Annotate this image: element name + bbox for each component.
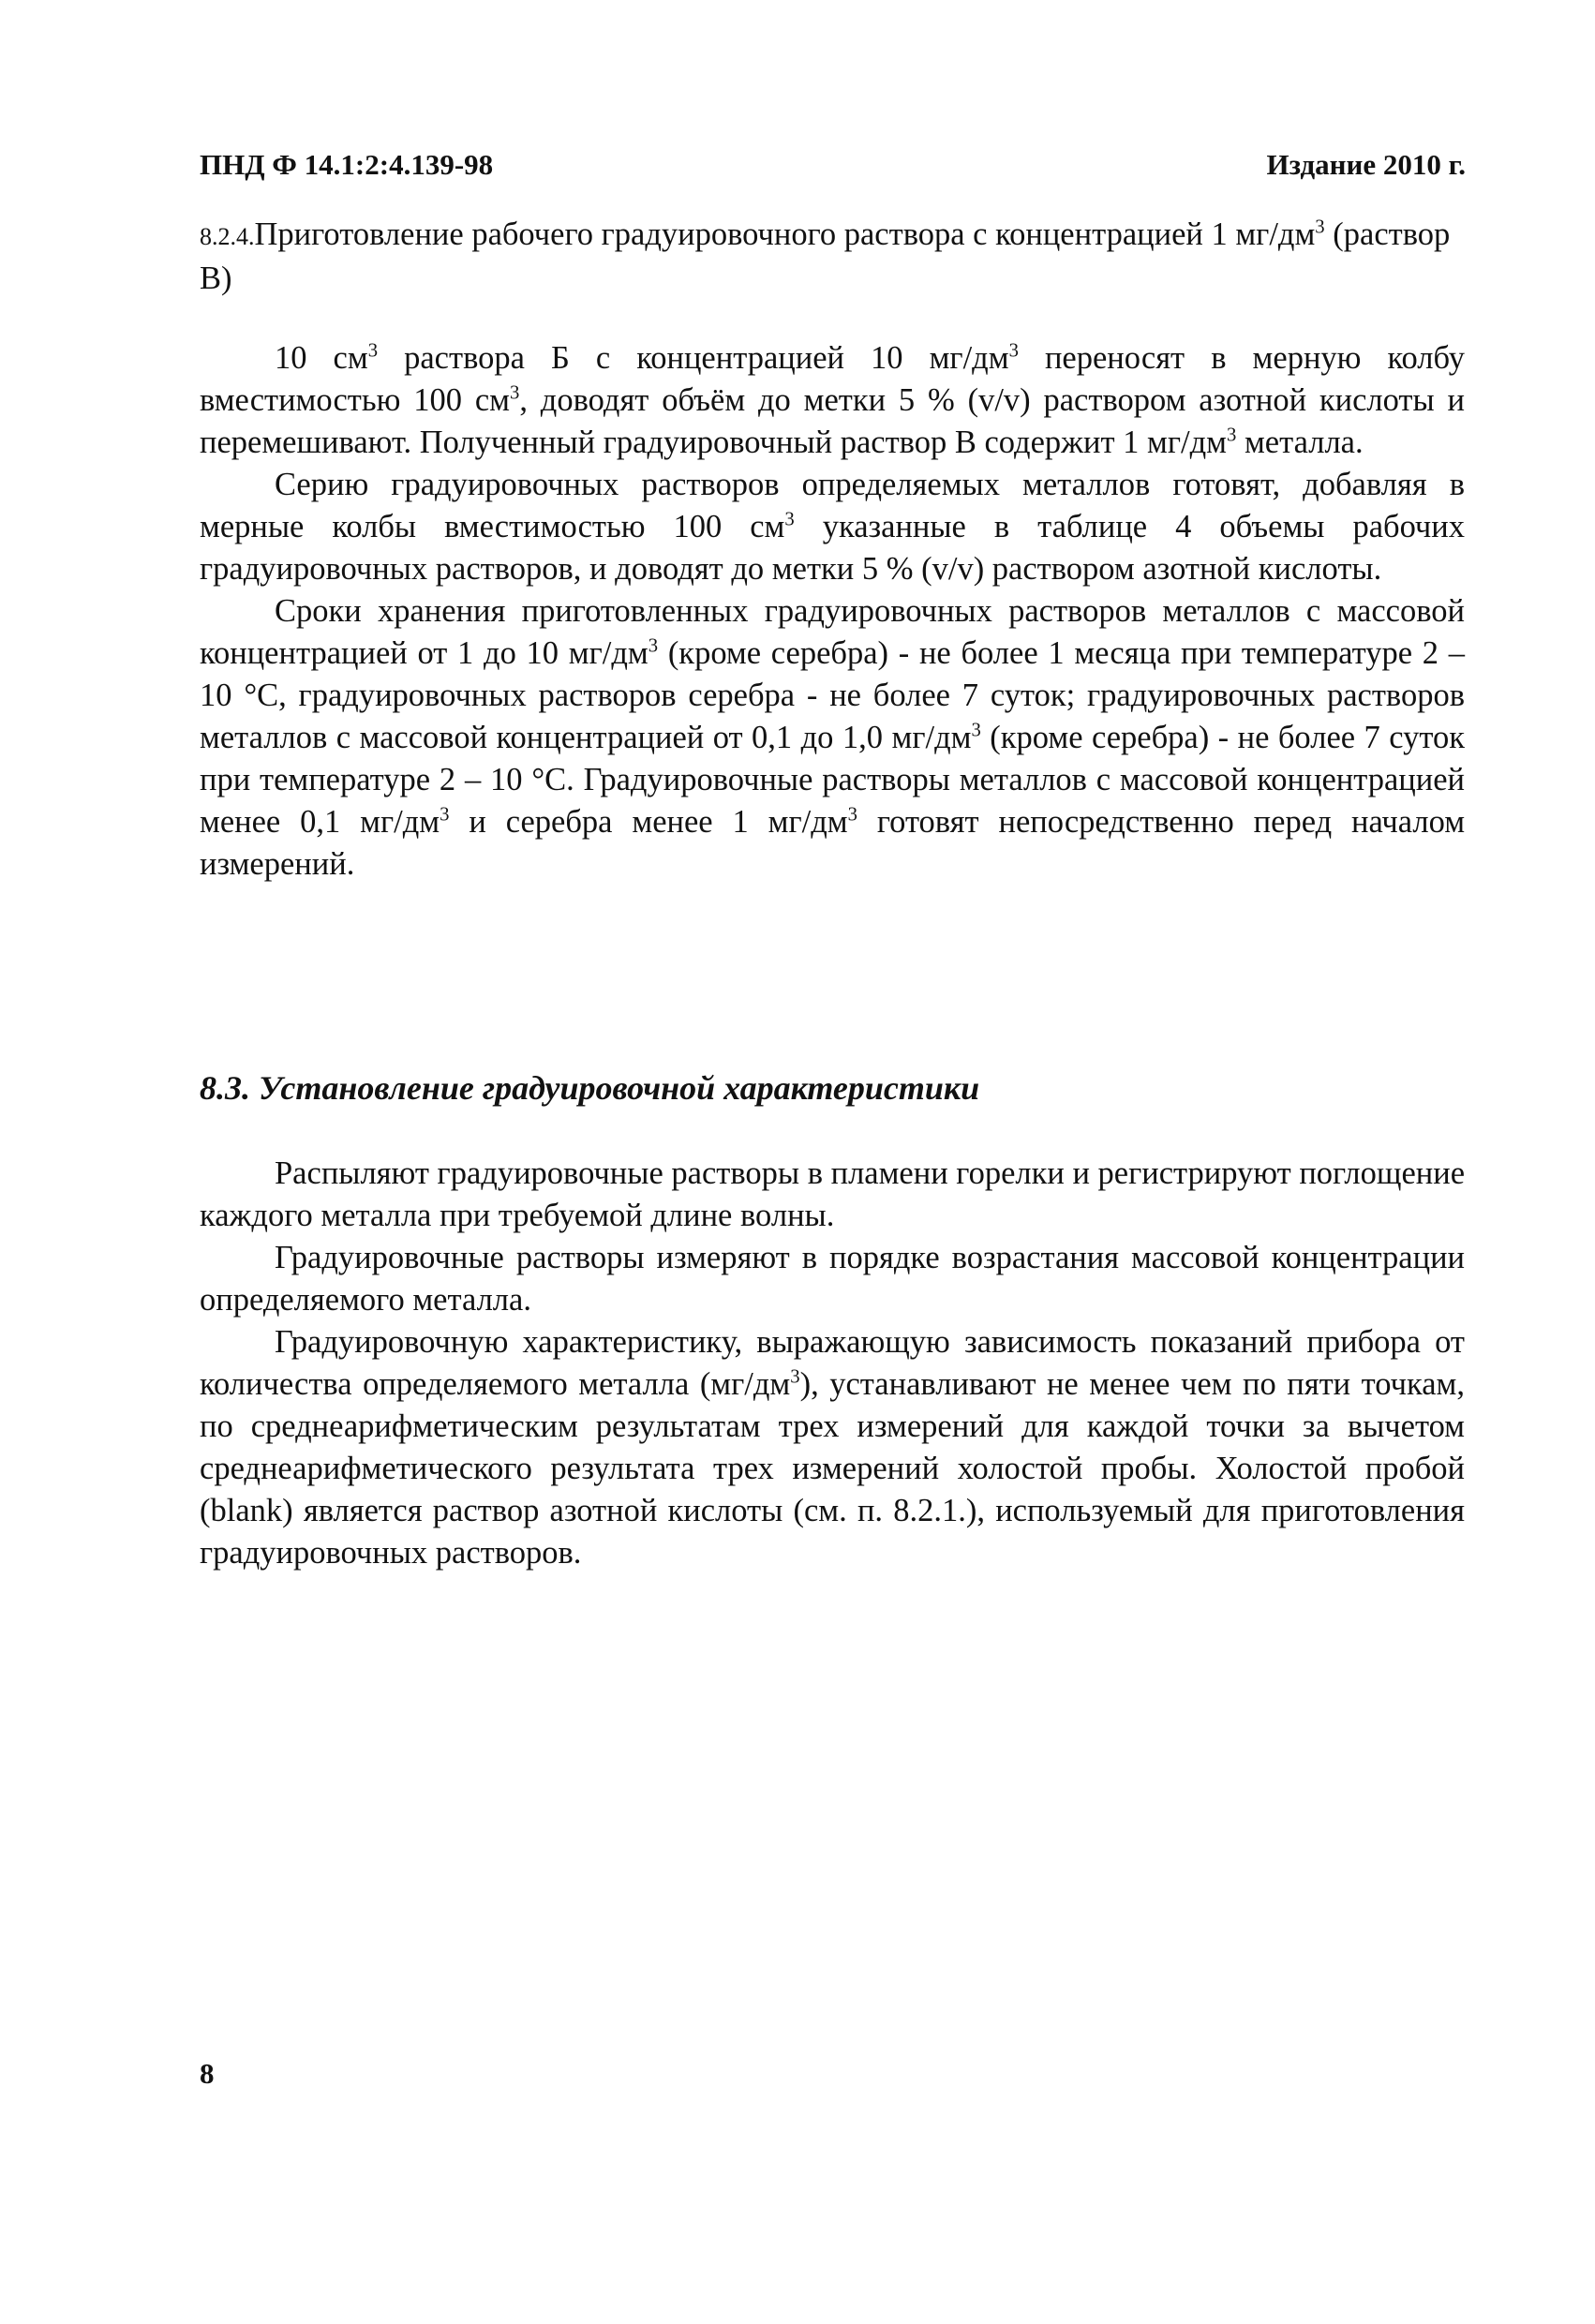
paragraph-measuring-order: Градуировочные растворы измеряют в порядке возрастания массовой концентрации определяемого металла. <box>200 1240 1465 1318</box>
paragraph-storage-terms: Сроки хранения приготовленных градуировочных растворов металлов с массовой концентрацией от 1 до 10 $мг/дм^3$ (кроме серебра) - не более 1 месяца при температуре 2 – 10 °С, градуировочных растворов серебра - не более 7 суток; градуировочных растворов металлов с массовой концентрацией от 0,1 до 1,0 $мг/дм^3$ (кроме серебра) - не более 7 суток при температуре 2 – 10 °С. Градуировочные растворы металлов с массовой концентрацией менее 0,1 $мг/дм^3$ и серебра менее 1 $мг/дм^3$ готовят непосредственно перед началом измерений. <box>200 593 1466 882</box>
page-number: 8 <box>200 2057 215 2090</box>
section-8-3 <box>200 1153 1465 1574</box>
paragraph-calibration-series: Серию градуировочных растворов определяемых металлов готовят, добавляя в мерные колбы вместимостью 100 $см^3$ указанные в таблице 4 объемы рабочих градуировочных растворов, и доводят до метки 5 % (v/v) раствором азотной кислоты. <box>200 467 1465 587</box>
section-number: 8.2.4. <box>200 223 255 250</box>
document-code: ПНД Ф 14.1:2:4.139-98 <box>200 148 494 181</box>
paragraph-solution-v: 10 $см^3$ раствора Б с концентрацией 10 $мг/дм^3$ переносят в мерную колбу вместимостью 100 $см^3$, доводят объём до метки 5 % (v/v) раствором азотной кислоты и перемешивают. Полученный градуировочный раствор В содержит 1 $мг/дм^3$ металла. <box>200 340 1466 460</box>
section-8-3-heading: 8.3. Установление градуировочной характеристики <box>200 1069 980 1107</box>
section-8-2-4 <box>200 214 1465 886</box>
section-8-2-4-title: 8.2.4.Приготовление рабочего градуировочного раствора с концентрацией 1 $мг/дм^3$ (раствор В) <box>200 216 1451 296</box>
paragraph-calibration-characteristic: Градуировочную характеристику, выражающую зависимость показаний прибора от количества определяемого металла $(мг/дм^3)$, устанавливают не менее чем по пяти точкам, по среднеарифметическим результатам трех измерений для каждой точки за вычетом среднеарифметического результата трех измерений холостой пробы. Холостой пробой (blank) является раствор азотной кислоты (см. п. 8.2.1.), используемый для приготовления градуировочных растворов. <box>200 1324 1466 1571</box>
edition-label: Издание 2010 г. <box>1266 148 1466 181</box>
paragraph-spraying: Распыляют градуировочные растворы в пламени горелки и регистрируют поглощение каждого металла при требуемой длине волны. <box>200 1155 1466 1233</box>
